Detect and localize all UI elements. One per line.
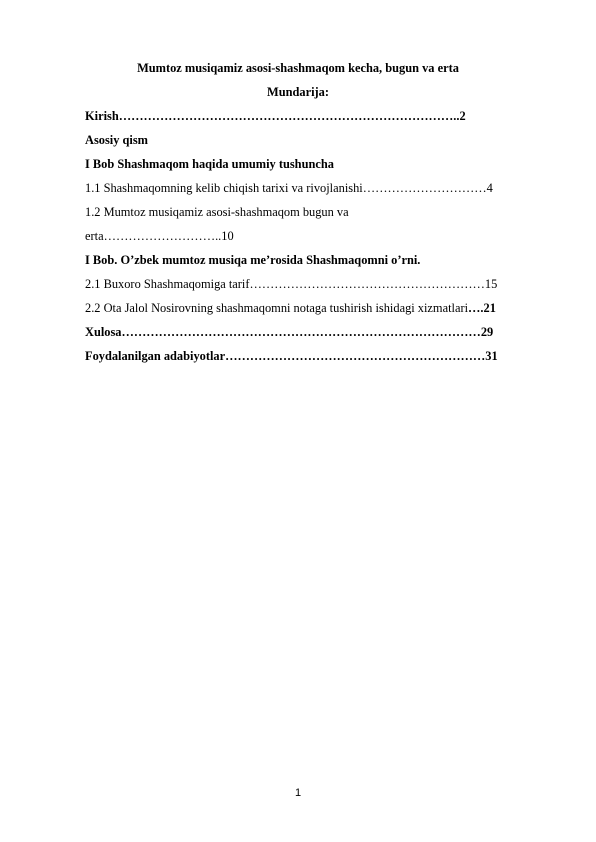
toc-entry-2-2-page: ….21 — [468, 301, 496, 315]
toc-entry-chapter-1: I Bob Shashmaqom haqida umumiy tushuncha — [85, 157, 334, 171]
toc-entry-2-1: 2.1 Buxoro Shashmaqomiga tarif…………………………………………………15 — [85, 277, 498, 291]
toc-entry-chapter-2: I Bob. O’zbek mumtoz musiqa me’rosida Shashmaqomni o’rni. — [85, 253, 421, 267]
toc-entry-2-2-text: 2.2 Ota Jalol Nosirovning shashmaqomni notaga tushirish ishidagi xizmatlari — [85, 301, 469, 315]
document-title: Mumtoz musiqamiz asosi-shashmaqom kecha, bugun va erta — [137, 61, 459, 75]
toc-entry-adabiyotlar: Foydalanilgan adabiyotlar………………………………………………………31 — [85, 349, 498, 363]
toc-entry-2-2 — [85, 300, 496, 316]
toc-entry-xulosa: Xulosa……………………………………………………………………………29 — [85, 325, 494, 339]
contents-heading: Mundarija: — [267, 85, 329, 99]
toc-entry-1-2: 1.2 Mumtoz musiqamiz asosi-shashmaqom bugun va — [85, 205, 349, 219]
page-number: 1 — [294, 787, 302, 799]
toc-entry-1-2-cont: erta………………………..10 — [85, 229, 234, 243]
toc-entry-kirish: Kirish………………………………………………………………………..2 — [85, 109, 466, 123]
toc-entry-asosiy-qism: Asosiy qism — [85, 133, 148, 147]
toc-entry-1-1: 1.1 Shashmaqomning kelib chiqish tarixi va rivojlanishi…………………………4 — [85, 181, 493, 195]
